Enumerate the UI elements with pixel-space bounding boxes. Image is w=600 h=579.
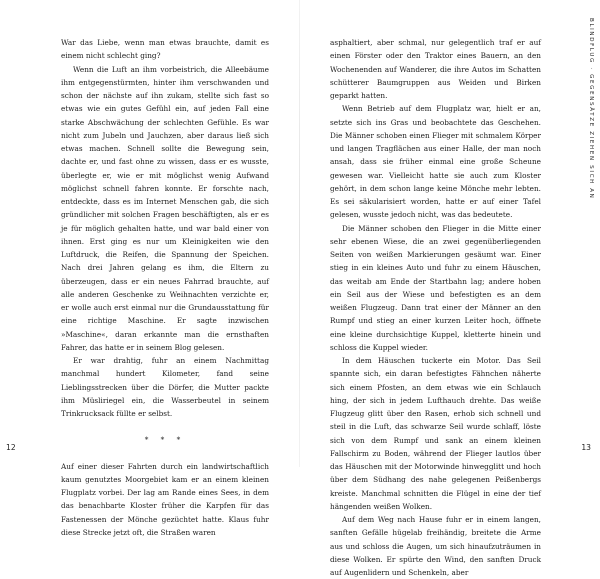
paragraph: Wenn die Luft an ihm vorbeistrich, die Alleebäume ihm entgegenstürmten, hinter ihm verschwanden und schon der nächste auf ihn zukam, stellte sich fast so etwas wie ein gutes Gefühl ein, auf jeden Fall eine starke Abschwächung der schlechten Gefühle. Es war nicht zum Jubeln und Jauchzen, aber daraus ließ sich etwas machen. Schnell sollte die Bewegung sein, dachte er, und fast ohne zu wissen, dass er es wusste, überlegte er, wie er mit möglichst wenig Aufwand möglichst schnell fahren konnte. Er forschte nach, entdeckte, dass es im Internet Menschen gab, die sich gründlicher mit solchen Fragen beschäftigten, als er es je für möglich gehalten hatte, und war bald einer von ihnen. Erst ging es nur um Kleinigkeiten wie den Luftdruck, die Reifen, die Spannung der Speichen. Nach drei Jahren gelang es ihm, die Eltern zu überzeugen, dass er ein neues Fahrrad brauchte, auf alle anderen Geschenke zu Weihnachten verzichte er, er wolle auch erst einmal nur die Grundausstattung für eine richtige Maschine. Er sagte inzwischen »Maschine«, daran erkannte man die ernsthaften Fahrer, das hatte er in seinem Blog gelesen.: [61, 64, 269, 352]
page-number-right: 13: [581, 443, 591, 452]
paragraph: Er war drahtig, fuhr an einem Nachmittag manchmal hundert Kilometer, fand seine Lieblingsstrecken über die Dörfer, die Mutter packte ihm Müsliriegel ein, die Wasserbeutel in seinem Trinkrucksack füllte er selbst.: [61, 356, 269, 418]
right-page: [300, 0, 600, 577]
section-break: * * *: [144, 435, 186, 445]
left-page: [0, 0, 300, 537]
paragraph: Die Männer schoben den Flieger in die Mitte einer sehr ebenen Wiese, die an zwei gegenüberliegenden Seiten von weißen Markierungen gesäumt war. Einer stieg in ein kleines Auto und fuhr zu einem Häuschen, das weitab am Ende der Startbahn lag; andere hoben ein Seil aus der Wiese und befestigten es an dem weißen Flugzeug. Dann trat einer der Männer an den Rumpf und stieg an einer kurzen Leiter hoch, öffnete eine kleine durchsichtige Kuppel, kletterte hinein und schloss die Kuppel wieder.: [330, 223, 541, 352]
paragraph: Wenn Betrieb auf dem Flugplatz war, hielt er an, setzte sich ins Gras und beobachtete das Geschehen. Die Männer schoben einen Flieger mit schmalem Körper und langen Tragflächen aus einer Halle, der man noch ansah, dass sie früher einmal eine große Scheune gewesen war. Vielleicht hatte sie auch zum Kloster gehört, in dem schon lange keine Mönche mehr lebten. Es sei säkularisiert worden, hatte er auf einer Tafel gelesen, wusste jedoch nicht, was das bedeutete.: [330, 104, 541, 220]
left-text-column: [61, 36, 269, 539]
paragraph: War das Liebe, wenn man etwas brauchte, damit es einem nicht schlecht ging?: [61, 38, 269, 61]
paragraph: asphaltiert, aber schmal, nur gelegentlich traf er auf einen Förster oder den Traktor eines Bauern, an den Wochenenden auf Wanderer, die ihre Autos im Schatten schütterer Baumgruppen aus Weiden und Birken geparkt hatten.: [330, 38, 541, 100]
paragraph: Auf dem Weg nach Hause fuhr er in einem langen, sanften Gefälle hügelab freihändig, breitete die Arme aus und schloss die Augen, um sich hinaufzuträumen in diese Wolken. Er spürte den Wind, den sanften Druck auf Augenlidern und Schenkeln, aber: [330, 515, 541, 577]
right-text-column: [330, 36, 541, 579]
paragraph: Auf einer dieser Fahrten durch ein landwirtschaftlich kaum genutztes Moorgebiet kam er an einem kleinen Flugplatz vorbei. Der lag am Rande eines Sees, in dem das benachbarte Kloster früher die Karpfen für das Fastenessen der Mönche gezüchtet hatte. Klaus fuhr diese Strecke jetzt oft, die Straßen waren: [61, 461, 269, 537]
running-head: BLINDFLUG · GEGENSÄTZE ZIEHEN SICH AN: [588, 18, 594, 200]
page-number-left: 12: [6, 443, 16, 452]
paragraph: In dem Häuschen tuckerte ein Motor. Das Seil spannte sich, ein daran befestigtes Fähnchen näherte sich einem Pfosten, an dem etwas wie ein Schlauch hing, der sich in jedem Lufthauch drehte. Das weiße Flugzeug glitt über den Rasen, erhob sich schnell und steil in die Luft, das schwarze Seil wurde schlaff, löste sich von dem Rumpf und sank an einem kleinen Fallschirm zu Boden, während der Flieger lautlos über das Häuschen mit der Motorwinde hinwegglitt und hoch über dem Südhang des nahe gelegenen Peißenbergs kreiste. Manchmal schnitten die Flügel in eine der tief hängenden weißen Wolken.: [330, 356, 541, 511]
